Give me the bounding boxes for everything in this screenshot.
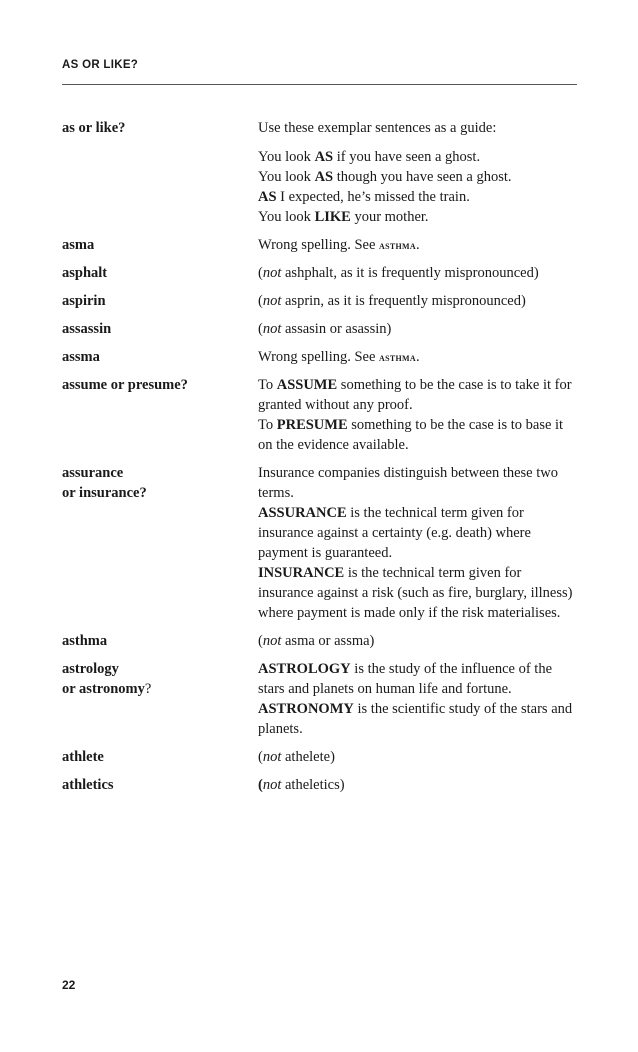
definition-paragraph: ASTROLOGY is the study of the influence of the stars and planets on human life and fortune. <box>258 661 553 697</box>
entry-definition <box>258 375 577 455</box>
entry-term: astrology or astronomy? <box>62 661 152 697</box>
cross-reference: asthma <box>379 238 416 252</box>
entry-term: assume or presume? <box>62 377 188 393</box>
example-sentence: AS I expected, he’s missed the train. <box>258 189 470 205</box>
entry-term: athlete <box>62 749 104 765</box>
entry-term: as or like? <box>62 120 126 136</box>
entry-assume-or-presume <box>62 375 577 455</box>
entry-astrology-or-astronomy <box>62 659 577 739</box>
entry-definition: (not asprin, as it is frequently mispronounced) <box>258 293 526 309</box>
entry-definition <box>258 463 577 623</box>
entry-definition: (not athelete) <box>258 749 335 765</box>
entry-asma <box>62 235 577 255</box>
entry-term: athletics <box>62 777 114 793</box>
entry-definition <box>258 118 577 227</box>
page-number: 22 <box>62 978 76 992</box>
entry-aspirin <box>62 291 577 311</box>
entry-definition: Wrong spelling. See asthma. <box>258 237 420 253</box>
definition-paragraph: To ASSUME something to be the case is to take it for granted without any proof. <box>258 377 572 413</box>
entry-assma <box>62 347 577 367</box>
entry-term: assassin <box>62 321 112 337</box>
example-sentence: You look AS though you have seen a ghost. <box>258 169 512 185</box>
entry-as-or-like <box>62 118 577 227</box>
entry-term: asphalt <box>62 265 108 281</box>
entry-term: asthma <box>62 633 108 649</box>
entry-term: assurance or insurance? <box>62 465 147 501</box>
entry-athlete <box>62 747 577 767</box>
definition-paragraph: Insurance companies distinguish between these two terms. <box>258 465 558 501</box>
entry-asphalt <box>62 263 577 283</box>
definition-intro: Use these exemplar sentences as a guide: <box>258 120 497 136</box>
cross-reference: asthma <box>379 350 416 364</box>
running-title: AS OR LIKE? <box>62 59 139 71</box>
entry-definition: Wrong spelling. See asthma. <box>258 349 420 365</box>
header-rule <box>62 84 577 85</box>
definition-paragraph: ASSURANCE is the technical term given for insurance against a certainty (e.g. death) where payment is guaranteed. <box>258 505 531 561</box>
entry-definition: (not assasin or asassin) <box>258 321 392 337</box>
entry-term: assma <box>62 349 100 365</box>
entry-term: aspirin <box>62 293 106 309</box>
example-sentence: You look LIKE your mother. <box>258 209 429 225</box>
entry-definition: (not asma or assma) <box>258 633 375 649</box>
definition-paragraph: ASTRONOMY is the scientific study of the stars and planets. <box>258 701 573 737</box>
entry-assassin <box>62 319 577 339</box>
entry-term: asma <box>62 237 95 253</box>
entry-definition: (not atheletics) <box>258 777 345 793</box>
example-sentence: You look AS if you have seen a ghost. <box>258 149 481 165</box>
entry-definition: (not ashphalt, as it is frequently mispronounced) <box>258 265 539 281</box>
entry-assurance-or-insurance <box>62 463 577 623</box>
definition-paragraph: INSURANCE is the technical term given for insurance against a risk (such as fire, burglary, illness) where payment is made only if the risk materialises. <box>258 565 573 621</box>
entry-asthma <box>62 631 577 651</box>
dictionary-entries <box>62 118 577 803</box>
entry-definition <box>258 659 577 739</box>
entry-athletics <box>62 775 577 795</box>
definition-paragraph: To PRESUME something to be the case is to base it on the evidence available. <box>258 417 564 453</box>
